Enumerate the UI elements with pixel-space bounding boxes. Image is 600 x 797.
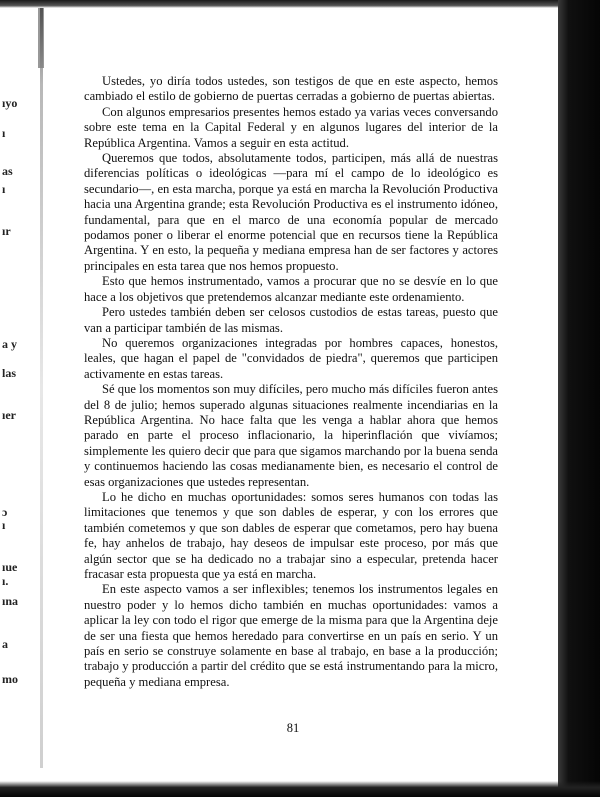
scan-top-edge: [0, 0, 560, 8]
margin-fragment: ıue: [2, 560, 18, 574]
margin-fragment: ıyo: [2, 96, 18, 110]
paragraph: Con algunos empresarios presentes hemos estado ya varias veces conversando sobre este tema en la Capital Federal y en algunos lugares del interior de la República Argentina. Vamos a seguir en esta actitud.: [84, 104, 498, 150]
margin-fragment: las: [2, 366, 17, 380]
margin-fragment: ır: [2, 224, 11, 238]
margin-fragment: as: [2, 164, 13, 178]
scan-bottom-edge: [0, 781, 600, 797]
margin-fragment: a y: [2, 337, 17, 351]
paragraph: Lo he dicho en muchas oportunidades: somos seres humanos con todas las limitaciones que tenemos y que son dables de esperar, y con los errores que también cometemos y que son dables de esperar que cometamos, pero hay buena fe, hay anhelos de trabajo, hay deseos de impulsar este proceso, por más que algún sector que se ha dedicado no a trabajar sino a especular, pretenda hacer fracasar esta propuesta que ya está en marcha.: [84, 489, 498, 581]
body-text: [84, 74, 498, 690]
paragraph: Ustedes, yo diría todos ustedes, son testigos de que en este aspecto, hemos cambiado el estilo de gobierno de puertas cerradas a gobierno de puertas abiertas.: [84, 74, 498, 104]
margin-fragment: ı: [2, 518, 6, 532]
paragraph: Queremos que todos, absolutamente todos, participen, más allá de nuestras diferencias políticas o ideológicas —para mí el campo de lo ideológico es secundario—, en esta marcha, porque ya está en marcha la Revolución Productiva hacia una Argentina grande; esta Revolución Productiva es el instrumento idóneo, fundamental, para que en el marco de una economía popular de mercado podamos poner o liberar el enorme potencial que en recursos tiene la República Argentina. Y en esto, la pequeña y mediana empresa han de ser factores y actores principales en esta tarea que nos hemos propuesto.: [84, 151, 498, 273]
paragraph: Pero ustedes también deben ser celosos custodios de estas tareas, puesto que van a participar también de las mismas.: [84, 305, 498, 335]
page-number: 81: [286, 721, 300, 735]
margin-fragment: mo: [2, 672, 18, 686]
margin-fragment: ı: [2, 126, 6, 140]
margin-fragment: ɔ: [2, 505, 8, 519]
margin-fragment: a: [2, 637, 8, 651]
margin-fragment: ı.: [2, 574, 9, 588]
paragraph: Sé que los momentos son muy difíciles, pero mucho más difíciles fueron antes del 8 de julio; hemos superado algunas situaciones realmente incendiarias en la República Argentina. No hace falta que les venga a hablar ahora que hemos parado en parte el proceso inflacionario, la hiperinflación que vivíamos; simplemente les quiero decir que para que sigamos marchando por la buena senda y continuemos haciendo las cosas medianamente bien, es necesario el control de esas organizaciones que ustedes representan.: [84, 382, 498, 489]
margin-fragment: ıer: [2, 408, 16, 422]
paragraph: No queremos organizaciones integradas por hombres capaces, honestos, leales, que hagan el papel de "convidados de piedra", queremos que participen activamente en estas tareas.: [84, 335, 498, 381]
paragraph: Esto que hemos instrumentado, vamos a procurar que no se desvíe en lo que hace a los objetivos que pretendemos alcanzar mediante este ordenamiento.: [84, 274, 498, 304]
margin-fragment: ı: [2, 182, 6, 196]
paragraph: En este aspecto vamos a ser inflexibles; tenemos los instrumentos legales en nuestro poder y lo hemos dicho también en muchas oportunidades: vamos a aplicar la ley con todo el rigor que emerge de la misma para que la Argentina deje de ser una fiesta que hemos heredado para convertirse en un país en serio. Y un país en serio se construye solamente en base al trabajo, en base a la producción; trabajo y producción a partir del crédito que se está instrumentando para la micro, pequeña y mediana empresa.: [84, 582, 498, 689]
binding-fold: [40, 8, 43, 768]
scan-right-edge: [558, 0, 600, 797]
margin-fragment: ına: [2, 594, 19, 608]
